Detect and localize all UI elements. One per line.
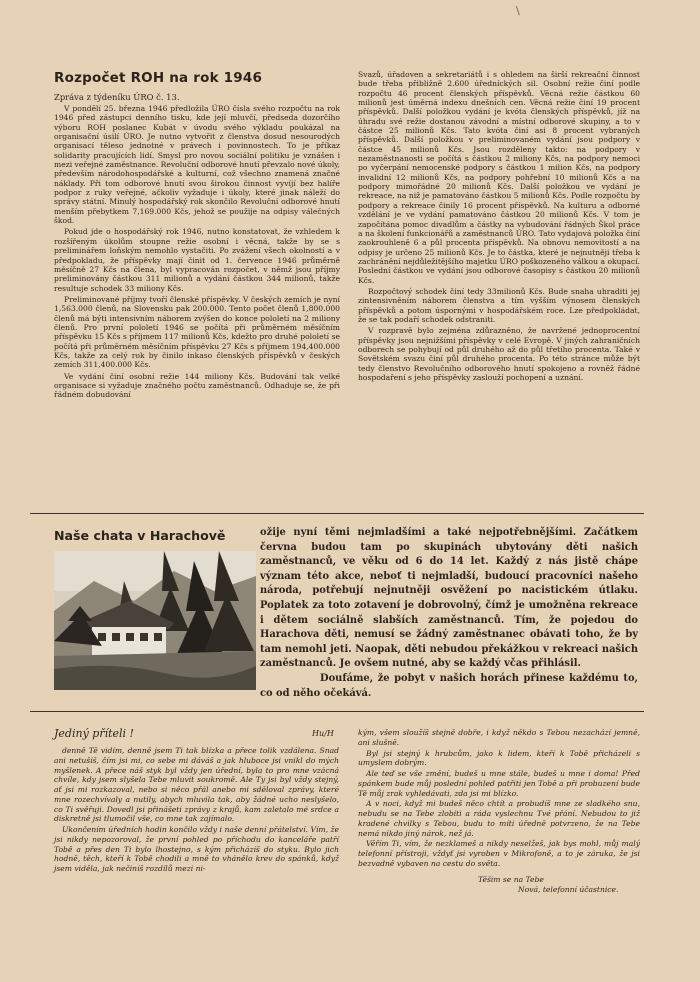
budget-article-subtitle: Zpráva z týdeníku ÚRO č. 13. — [54, 92, 180, 102]
letter-paragraph: A v noci, když mi budeš něco chtít a probudíš mne ze sladkého snu, nebudu se na Tebe zlobiti a ráda vyslechnu Tvé přání. Nebudou to již kradené chvilky s Tebou, budu to míti úředně potvrzeno, že na Tebe nemá nikdo jiný nárok, než já. — [358, 799, 640, 838]
budget-paragraph: V pondělí 25. března 1946 předložila ÚRO čísla svého rozpočtu na rok 1946 před zástupci denního tisku, kde její mluvčí, předseda dozorčího výboru ROH poslanec Kubát v úvodu svého výkladu poukázal na organisační úsilí ÚRO. Je nutno vytvořit z členstva dosud nesourodých organisací těleso jednotné v právech i povinnostech. To je příkaz solidarity pracujících lidí. Smysl pro novou sociální politiku je vznášen i mezi veřejné zaměstnance. Revoluční odborové hnutí převzalo nové úkoly, především národohospodářské a kulturní, což všechno znamená značné náklady. Při tom odborové hnutí svou širokou činnost vyvíjí bez halíře podpor z ruky veřejné, ačkoliv vyžaduje i úkoly, které jinak náleží do správy státní. Minulý hospodářský rok skončilo Revoluční odborové hnutí menším přebytkem 7,169.000 Kčs, jehož se použije na odpisy válečných škod. — [54, 104, 340, 226]
budget-paragraph: Ve vydání činí osobní režie 144 miliony Kčs. Budování tak velké organisace si vyžaduje značného počtu zaměstnanců. Odhaduje se, že při řádném dobudování — [54, 371, 340, 400]
letter-paragraph: Byl jsi stejný k hrubcům, jako k lidem, kteří k Tobě přicházeli s umyslem dobrým. — [358, 748, 640, 768]
section-divider — [30, 513, 644, 514]
letter-signature: Nová, telefonní účastnice. — [518, 885, 619, 895]
budget-article-title: Rozpočet ROH na rok 1946 — [54, 70, 263, 86]
chata-paragraph: ožije nyní těmi nejmladšími a také nejpotřebnějšími. Začátkem června budou tam po skupinách ubytovány děti našich zaměstnanců, ve věku od 6 do 14 let. Každý z nás jistě chápe význam této akce, neboť ti nejmladší, budoucí pracovníci našeho národa, potřebují nejnutněji osvěžení po nacistickém útlaku. Poplatek za toto zotavení je dobrovolný, čímž je umožněna rekreace i dětem sociálně slabších zaměstnanců. Tím, že pojedou do Harachova děti, nemusí se žádný zaměstnanec obávati toho, že by tam nemohl jeti. Naopak, děti nebudou překážkou v rekreaci našich zaměstnanců. Je ovšem nutné, aby se každý včas přihlásil. — [260, 527, 638, 670]
budget-paragraph: Svazů, úřadoven a sekretariátů i s ohledem na širší rekreační činnost bude třeba přibližně 2.600 úředníckých sil. Osobní režie činí podle rozpočtu 46 procent členských příspěvků. Věcná režie částkou 60 milionů jest úměrná indexu dnešních cen. Věcná režie činí 19 procent příspěvků. Další položkou vydání je kvóta členských příspěvků, jíž na úhradu své režie dostanou závodní a místní odborové skupiny, a to v částce 25 milionů Kčs. Tato kvóta činí asi 8 procent vybraných příspěvků. Další položkou v preliminovaném vydání jsou podpory v částce 45 milionů Kčs. Jsou rozděleny takto: na podpory v nezaměstnanosti se počítá s částkou 2 miliony Kčs, na podpory nemoci po vyčerpání nemocenské podpory s částkou 1 milion Kčs, na podpory invalidní 12 milionů Kčs, na podpory pohřební 10 milionů Kčs a na podpory mimořádné 20 milionů Kčs. Další položkou ve vydání je rekreace, na niž je pamatováno částkou 5 milionů Kčs. Podle rozpočtu by podpory a rekreace činily 16 procent příspěvků. Na kulturu a odborné vzdělání je ve vydání pamatováno částkou 20 milionů Kčs. V tom je započítána pomoc divadlům a částky na vybudování řádných Škol práce a na školení funkcionářů a zaměstnanců ÚRO. Tato vydajová položka činí zaokrouhleně 6 a půl procenta příspěvků. Na obnovu nemovitostí a na odpisy je určeno 25 milionů Kčs. Je to částka, které je nejnutněji třeba k zachránění nejdůležitějšího majetku ÚRO poškozeného válkou a okupací. Poslední částkou ve vydání jsou odborové časopisy s částkou 20 milionů Kčs. — [358, 70, 640, 285]
budget-article-column-1 — [54, 70, 340, 402]
letter-title: Jediný příteli ! — [54, 727, 134, 740]
letter-paragraph: denně Tě vidím, denně jsem Ti tak blízka a přece tolik vzdálena. Snad ani netušíš, čím jsi mi, co sebe mi dáváš a jak hluboce jsi vnikl do mých myšlenek. A přece náš styk byl vždy jen úřední, byla to pro mne vzácná chvíle, kdy jsem slyšela Tebe mluvit soukromě. Ale Ty jsi byl vždy stejný, ať jsi mi rozkazoval, nebo si něco přál anebo mi sděloval zprávy, které mne rozechvívaly a nutily, abych mluvila tak, aby žádné ucho neslyšelo, co Ti svěřuji. Dovedl jsi přinášeti zprávy z krajů, kam zaletalo mé srdce a diskretně jsi tlumočil vše, co mne tak zajímalo. — [54, 746, 339, 824]
chata-paragraph: Doufáme, že pobyt v našich horách přinese každému to, co od něho očekává. — [260, 672, 638, 699]
budget-paragraph: Rozpočtový schodek činí tedy 33milionů Kčs. Bude snaha uhraditi jej zintensivněním náborem členstva a tím vyšším výnosem členských příspěvků a potom úspornými v hospodářském roce. Lze předpokládat, že se tak podaří schodek odstraniti. — [358, 286, 640, 324]
budget-paragraph: Preliminované příjmy tvoří členské příspěvky. V českých zemích je nyní 1,563.000 členů, na Slovensku pak 200.000. Tento počet členů 1,800.000 členů má býti intensivním náborem zvýšen do konce pololetí na 2 miliony členů. Pro první pololetí 1946 se počítá při průměrném měsíčním příspěvku 15 Kčs s příjmem 117 milionů Kčs, kdežto pro druhé pololetí se počítá při průměrném měsíčním příspěvku 27 Kčs s příjmem 194,400.000 Kčs, takže za celý rok by činilo inkaso členských příspěvků v českých zemích 311,400.000 Kčs. — [54, 294, 340, 370]
letter-column-2 — [358, 728, 640, 896]
letter-paragraph: Ale teď se vše změní, budeš u mne stále, budeš u mne i doma! Před spánkem bude můj poslední pohled patřiti jen Tobě a při probuzení bude Tě můj zrak vyhledávati, zda jsi mi blízko. — [358, 769, 640, 798]
letter-paragraph: kým, všem sloužíš stejně dobře, i když někdo s Tebou nezachází jemně, ani slušně. — [358, 728, 640, 747]
letter-closing: Těšim se na Tebe — [478, 874, 544, 884]
chata-article-title: Naše chata v Harachově — [54, 528, 226, 543]
letter-paragraph: Věřím Ti, vím, že nezklameš a nikdy neselžeš, jak bys mohl, můj malý telefonní přístroji, vždyť jsi vyroben v Mikrofoně, a to je záruka, že jsi bezvadně vybaven na cestu do světa. — [358, 839, 640, 868]
chata-article-text — [260, 526, 638, 701]
letter-initials: Hu/H — [312, 729, 334, 738]
corner-mark: \ — [516, 4, 520, 17]
letter-paragraph: Ukončením úředních hodin končilo vždy i naše denní přátelství. Vím, že jsi nikdy nepozoroval, že první pohled po příchodu do kanceláře patří Tobě a přes den Ti bylo lhostejno, s kým přicházíš do styku. Bylo jich hodně, těch, kteří k Tobě chodili a mně to vhánělo krev do spánků, když jsem viděla, jak nečiníš rozdílů mezi ni- — [54, 825, 339, 873]
chalet-photo — [54, 551, 256, 690]
budget-paragraph: V rozpravě bylo zejména zdůrazněno, že navržené jednoprocentní příspěvky jsou nejnižšími příspěvky v celé Evropě. V jiných zahraničních odborech se pohybují od půl druhého až do půl třetího procenta. Také v Sovětském svazu činí půl druhého procenta. Po této stránce může být tedy členstvo Revolučního odborového hnutí spokojeno a rovněž řádné hospodaření s jeho příspěvky zaslouží pochopení a uznání. — [358, 326, 640, 382]
budget-paragraph: Pokud jde o hospodářský rok 1946, nutno konstatovat, že vzhledem k rozšířeným úkolům stoupne režie osobní i věcná, takže by se s preliminářem loňským nemohlo vystačiti. Po zvážení všech okolností a v předpokladu, že příspěvky mají činit od 1. července 1946 průměrně měsíčně 27 Kčs na člena, byl vypracován rozpočet, v němž jsou příjmy preliminovány částkou 311 milionů a vydání částkou 344 milionů, takže resultuje schodek 33 miliony Kčs. — [54, 227, 340, 293]
budget-article-column-2 — [358, 70, 640, 384]
chalet-photo-illustration — [54, 551, 256, 690]
letter-column-1 — [54, 746, 339, 875]
section-divider — [30, 711, 644, 712]
